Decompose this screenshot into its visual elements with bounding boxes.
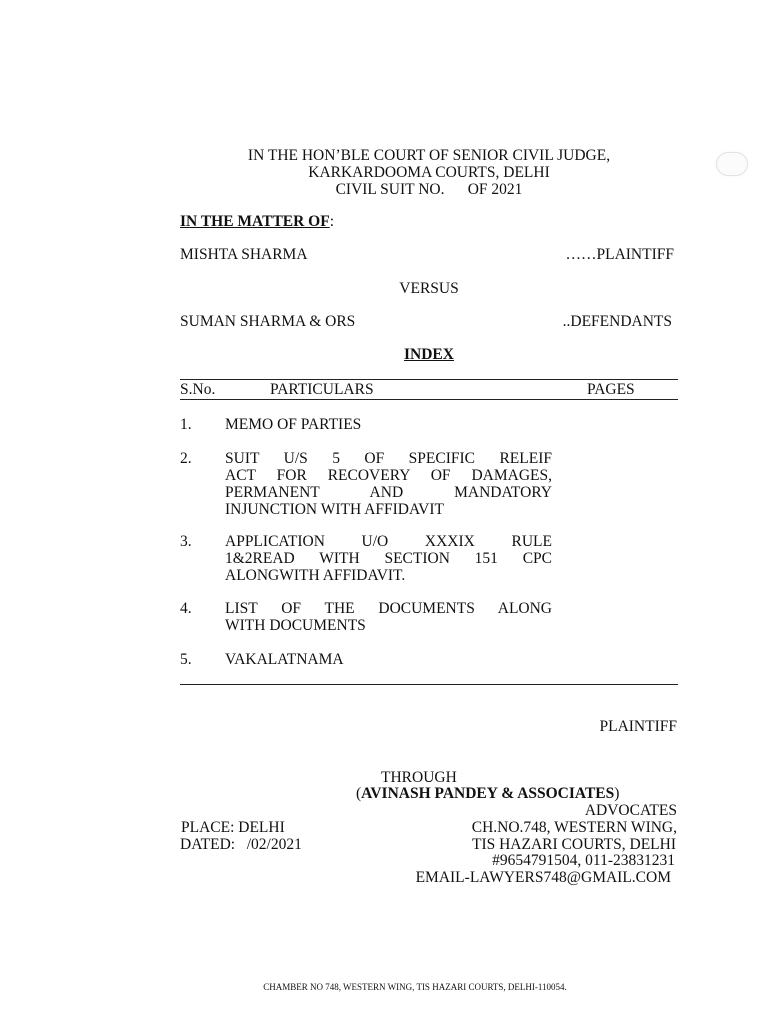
row-number: 1. <box>180 416 192 433</box>
row-line: MEMO OF PARTIES <box>225 416 362 433</box>
defendant-name: SUMAN SHARMA & ORS <box>180 313 356 330</box>
table-bottom-rule <box>180 684 678 685</box>
suit-number-line: CIVIL SUIT NO. OF 2021 <box>335 181 523 198</box>
row-line: LIST OF THE DOCUMENTS ALONG <box>225 600 552 617</box>
row-number: 2. <box>180 450 192 467</box>
row-particulars <box>225 450 552 518</box>
signature-phone: #9654791504, 011-23831231 <box>492 852 675 869</box>
place-label: PLACE: DELHI <box>181 819 285 836</box>
dated-label: DATED: /02/2021 <box>180 836 302 853</box>
table-top-rule <box>180 379 678 380</box>
signature-advocates: ADVOCATES <box>584 802 677 819</box>
signature-through: THROUGH <box>381 769 457 786</box>
page-toggle[interactable] <box>716 152 748 176</box>
row-line: ACT FOR RECOVERY OF DAMAGES, <box>225 467 552 484</box>
matter-colon: : <box>329 213 335 230</box>
table-header-rule <box>180 399 678 400</box>
defendant-role: ..DEFENDANTS <box>562 313 672 330</box>
column-header-pages: PAGES <box>587 381 635 398</box>
matter-label: IN THE MATTER OF <box>180 213 330 230</box>
row-number: 5. <box>180 651 192 668</box>
row-line: PERMANENT AND MANDATORY <box>225 484 552 501</box>
court-heading-line1: IN THE HON’BLE COURT OF SENIOR CIVIL JUDGE, <box>247 147 611 164</box>
row-line: ALONGWITH AFFIDAVIT. <box>225 567 406 584</box>
firm-close-paren: ) <box>614 785 620 802</box>
row-line: 1&2READ WITH SECTION 151 CPC <box>225 550 552 567</box>
court-heading-line2: KARKARDOOMA COURTS, DELHI <box>308 164 550 181</box>
row-particulars <box>225 416 552 433</box>
column-header-particulars: PARTICULARS <box>270 381 374 398</box>
signature-address2: TIS HAZARI COURTS, DELHI <box>471 836 676 853</box>
signature-firm <box>356 785 619 802</box>
index-title: INDEX <box>404 346 454 363</box>
row-particulars <box>225 651 552 668</box>
matter-heading <box>180 213 334 230</box>
firm-name: AVINASH PANDEY & ASSOCIATES <box>361 785 615 802</box>
firm-open-paren: ( <box>356 785 362 802</box>
signature-email: EMAIL-LAWYERS748@GMAIL.COM <box>415 869 671 886</box>
signature-address1: CH.NO.748, WESTERN WING, <box>471 819 677 836</box>
row-line: VAKALATNAMA <box>225 651 344 668</box>
column-header-sno: S.No. <box>180 381 216 398</box>
row-particulars <box>225 600 552 634</box>
row-particulars <box>225 533 552 584</box>
row-line: SUIT U/S 5 OF SPECIFIC RELEIF <box>225 450 552 467</box>
plaintiff-role: ……PLAINTIFF <box>565 246 674 263</box>
versus-label: VERSUS <box>399 280 459 297</box>
plaintiff-name: MISHTA SHARMA <box>180 246 308 263</box>
page-footer: CHAMBER NO 748, WESTERN WING, TIS HAZARI COURTS, DELHI-110054. <box>263 982 567 992</box>
row-line: WITH DOCUMENTS <box>225 617 366 634</box>
row-line: INJUNCTION WITH AFFIDAVIT <box>225 501 445 518</box>
row-line: APPLICATION U/O XXXIX RULE <box>225 533 552 550</box>
row-number: 4. <box>180 600 192 617</box>
row-number: 3. <box>180 533 192 550</box>
signature-plaintiff: PLAINTIFF <box>599 718 677 735</box>
